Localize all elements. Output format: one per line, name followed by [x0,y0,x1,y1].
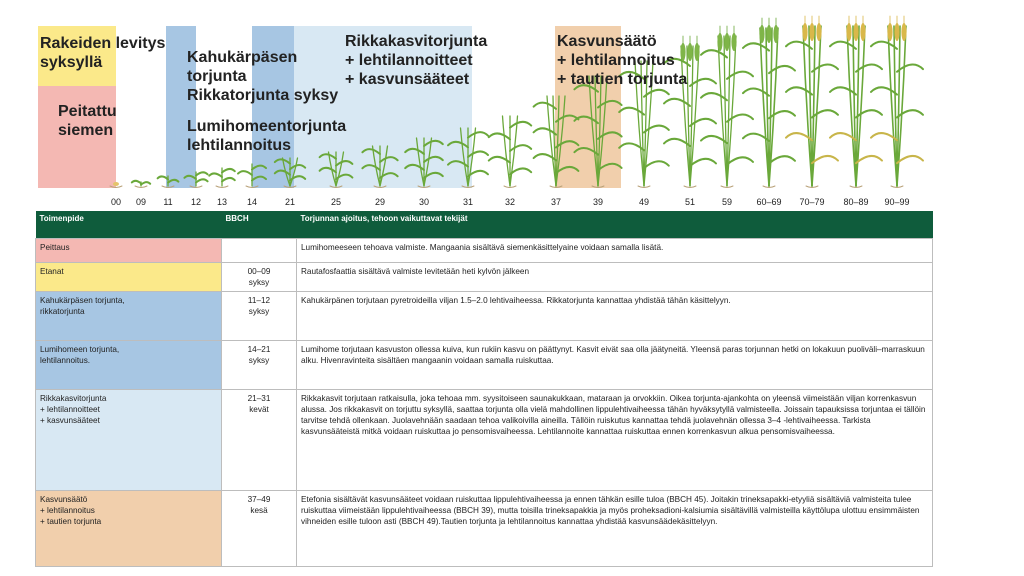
bbch-tick-label: 37 [550,197,562,207]
header-ajoitus: Torjunnan ajoitus, tehoon vaikuttavat tekijät [297,211,933,239]
treatment-table [35,211,933,567]
bbch-tick-label: 25 [330,197,342,207]
plant-part [290,176,305,180]
bbch-tick-label: 13 [216,197,228,207]
plant-part [158,176,168,179]
bbch-tick-label: 00 [110,197,122,207]
ear [809,23,814,41]
bbch-tick-label: 59 [721,197,733,207]
plant-part [362,149,380,154]
label-rikkakasvi: Rikkakasvitorjunta + lehtilannoitteet + kasvunsääteet [345,33,488,88]
plant-part [830,87,856,94]
plant-part [222,178,235,182]
bbch-tick-label: 11 [163,197,173,207]
bbch-tick-label: 49 [638,197,650,207]
plant-part [132,181,141,184]
plant-part [690,79,716,86]
growth-stage-illustration [0,0,1024,200]
ear [894,23,899,41]
plant-part [786,42,812,49]
plant-part [461,128,469,186]
plant-part [598,164,622,171]
plant-part [690,159,716,166]
bbch-tick-label: 09 [135,197,147,207]
ear [860,23,865,41]
plant-part [238,171,252,175]
plant-part [275,159,290,163]
plant-part [252,177,266,181]
ear [816,23,821,41]
plant-part [168,180,178,183]
row-name: Lumihomeen torjunta, lehtilannoitus. [36,341,222,390]
plant-part [275,171,290,175]
bbch-tick-label: 30 [418,197,430,207]
plant-part [380,157,398,162]
ear [853,23,858,41]
table-row [36,239,933,263]
ear [773,25,778,43]
seed [113,182,119,186]
row-name: Peittaus [36,239,222,263]
plant-part [448,142,468,148]
plant-part [598,132,622,139]
row-text: Lumihomeeseen tehoava valmiste. Mangaania sisältävä siemenkäsittelyaine voidaan samalla lisätä. [297,239,933,263]
ear [846,23,851,41]
plant-part [897,64,923,71]
plant-part [468,171,488,177]
ear [759,25,764,43]
bbch-tick-label: 70–79 [799,197,825,207]
plant-part [417,138,425,186]
row-text: Rikkakasvit torjutaan ratkaisulla, joka tehoaa mm. syysitoiseen saunakukkaan, mataraan ja orvokkiin. Oikea torjunta-ajankohta on yleensä viimeistään viljan korrenkasvun alussa. Jos rikkakasvit on torjuttu syksyllä, saattaa torjunta olla vielä mahdollinen lippulehtivaiheessa tähän hyväksytyllä valmisteella. Joissain tapauksissa torjuntaa ei tällöin tarvitse tehdä ollenkaan. Juolavehnään saadaan tehoa valikoivilla aineilla. Tällöin ruiskutus kannattaa tehdä juolavehnän ollessa 3–4 -lehtivaiheessa. Tarkista kasvunsääteistä mitkä voidaan ruiskuttaa jo pensomisvaiheessa. Lehtilannoite kannattaa ruiskuttaa ennen korrenkasvun alkua pensomisvaiheessa. [297,390,933,491]
row-text: Etefonia sisältävät kasvunsääteet voidaan ruiskuttaa lippulehtivaiheessa ja ennen tähkän esille tuloa (BBCH 45). Joitakin trineksapakki-etyyliä sisältäviä valmisteita tulee ruiskuttaa viimeistään lippulehtivaiheessa (BBCH 39), mutta toisilla trineksapakkia ja myös proheksadioni-kalsiumia sisältävillä valmisteilla käyttölupa ulottuu ensimmäisten vihneiden esille tuloon asti (BBCH 49).Tautien torjunta ja lehtilannoitus kannattaa yhdistää kasvunsäädekäsittelyyn. [297,491,933,567]
plant-part [690,119,716,126]
plant-part [510,168,531,174]
plant-part [489,133,510,139]
plant-part [424,141,443,146]
bbch-tick-label: 21 [284,197,296,207]
plant-part [812,156,838,163]
plant-part [424,157,443,162]
table-row [36,263,933,292]
row-text: Lumihome torjutaan kasvuston ollessa kuiva, kun rukiin kasvu on päättynyt. Kasvit eivät saa olla jäätyneitä. Yleensä paras torjunnan hetki on lokakuun puoliväli–marraskuun alku. Hivenravinteita sisältäen mangaanin voidaan samalla ruiskuttaa. [297,341,933,390]
plant-part [644,90,669,97]
plant-part [644,126,669,133]
plant-part [619,108,644,115]
plant-part [110,186,122,188]
row-bbch [222,239,297,263]
row-name: Rikkakasvitorjunta + lehtilannoitteet + kasvunsääteet [36,390,222,491]
bbch-tick-label: 29 [374,197,386,207]
plant-part [405,149,424,154]
label-lumihome: Lumihomeentorjunta lehtilannoitus [187,118,347,154]
table-row [36,341,933,390]
plant-part [196,172,208,175]
plant-part [598,101,622,108]
bbch-tick-label: 32 [504,197,516,207]
row-text: Kahukärpänen torjutaan pyretroideilla viljan 1.5–2.0 lehtivaiheessa. Rikkatorjunta kannattaa yhdistää tähän käsittelyyn. [297,292,933,341]
plant-part [743,43,769,50]
plant-part [556,167,578,173]
plant-part [510,145,531,151]
plant-part [727,114,753,121]
plant-part [664,99,690,106]
plant-part [141,182,150,185]
ear [687,43,692,61]
ear [717,33,722,51]
plant-part [701,50,727,57]
bbch-tick-label: 90–99 [884,197,910,207]
plant-part [468,151,488,157]
ear [901,23,906,41]
plant-part [727,72,753,79]
label-rakeiden: Rakeiden levitys syksyllä [40,35,166,71]
plant-part [336,161,352,166]
plant-part [320,168,336,173]
plant-part [727,157,753,164]
bbch-tick-label: 12 [190,197,202,207]
plant-part [336,152,344,186]
plant-part [871,87,897,94]
plant-part [468,132,488,138]
ear [802,23,807,41]
ear [731,33,736,51]
plant-part [290,165,305,169]
plant-part [510,122,531,128]
plant-part [209,173,222,177]
row-text: Rautafosfaattia sisältävä valmiste levitetään heti kylvön jälkeen [297,263,933,292]
plant-part [184,176,196,179]
plant-part [812,64,838,71]
plant-part [769,156,795,163]
bbch-tick-label: 31 [462,197,474,207]
table-row [36,491,933,567]
plant-part [252,166,266,170]
plant-part [362,165,380,170]
row-bbch: 11–12 syksy [222,292,297,341]
plant-part [644,161,669,168]
plant-part [222,169,235,173]
plant-part [503,116,511,186]
plant-part [743,88,769,95]
plant-part [290,158,298,186]
label-kahukarpanen: Kahukärpäsen torjunta Rikkatorjunta syksy [187,49,339,104]
plant-part [856,64,882,71]
table-row [36,390,933,491]
bbch-tick-label: 39 [592,197,604,207]
plant-part [534,128,556,134]
bbch-tick-label: 14 [246,197,258,207]
bbch-tick-label: 60–69 [756,197,782,207]
plant-part [897,156,923,163]
row-bbch: 00–09 syksy [222,263,297,292]
plant-part [196,179,208,182]
bbch-tick-label: 80–89 [843,197,869,207]
plant-part [556,141,578,147]
row-bbch: 37–49 kesä [222,491,297,567]
plant-part [871,42,897,49]
row-bbch: 14–21 syksy [222,341,297,390]
label-peitattu: Peitattu siemen [58,103,117,139]
plant-part [830,42,856,49]
ear [766,25,771,43]
plant-part [380,146,388,186]
row-name: Kahukärpäsen torjunta, rikkatorjunta [36,292,222,341]
header-toimenpide: Toimenpide [36,211,222,239]
row-name: Kasvunsäätö + lehtilannoitus + tautien torjunta [36,491,222,567]
plant-part [856,156,882,163]
table-header-row [36,211,933,239]
ear [694,43,699,61]
plant-part [769,66,795,73]
table-row [36,292,933,341]
bbch-tick-label: 51 [684,197,696,207]
label-kasvunsaato: Kasvunsäätö + lehtilannoitus + tautien torjunta [557,33,688,88]
ear [724,33,729,51]
row-bbch: 21–31 kevät [222,390,297,491]
row-name: Etanat [36,263,222,292]
header-bbch: BBCH [222,211,297,239]
ear [887,23,892,41]
plant-part [701,93,727,100]
plant-part [786,87,812,94]
